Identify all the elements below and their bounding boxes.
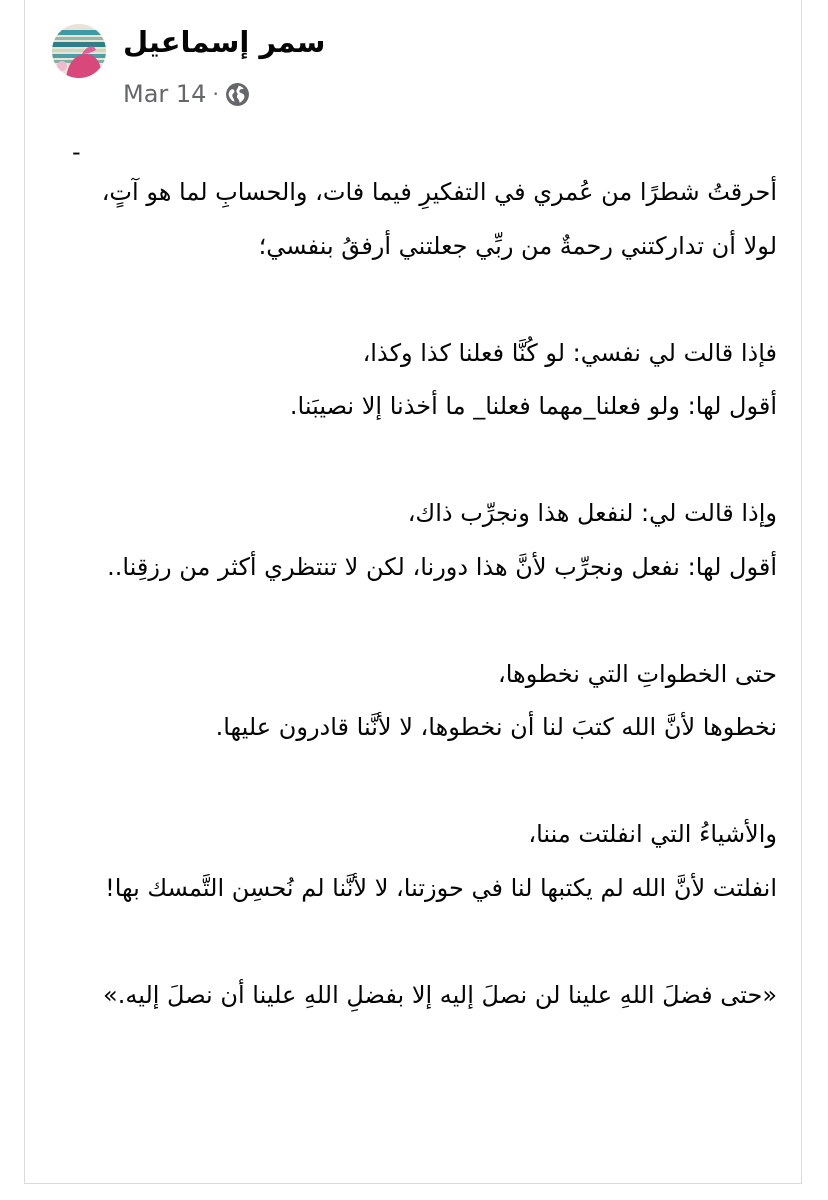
paragraph-line: انفلتت لأنَّ الله لم يكتبها لنا في حوزتنا، لا لأنَّنا لم نُحسِن التَّمسك بها!	[105, 873, 777, 902]
avatar-image	[52, 24, 106, 78]
globe-icon[interactable]	[225, 82, 250, 107]
paragraph-2	[51, 327, 777, 434]
post-card	[24, 0, 802, 1184]
post-dash: -	[72, 138, 81, 166]
paragraph-line: وإذا قالت لي: لنفعل هذا ونجرِّب ذاك،	[407, 499, 777, 527]
paragraph-3	[51, 487, 777, 594]
paragraph-line: فإذا قالت لي نفسي: لو كُنَّا فعلنا كذا وكذا،	[362, 338, 777, 367]
paragraph-5	[51, 808, 777, 915]
paragraph-line: حتى الخطواتِ التي نخطوها،	[498, 659, 777, 688]
post-meta	[123, 76, 250, 112]
paragraph-line: أحرقتُ شطرًا من عُمري في التفكيرِ فيما فات، والحسابِ لما هو آتٍ،	[101, 178, 777, 206]
paragraph-line: لولا أن تداركتني رحمةٌ من ربِّي جعلتني أرفقُ بنفسي؛	[258, 231, 777, 260]
paragraph-line: أقول لها: ولو فعلنا_مهما فعلنا_ ما أخذنا إلا نصيبَنا.	[289, 392, 777, 420]
paragraph-line: والأشياءُ التي انفلتت مننا،	[528, 820, 777, 848]
paragraph-6	[51, 969, 777, 1023]
post-body	[51, 166, 777, 1022]
author-name[interactable]: سمر إسماعيل	[123, 25, 326, 59]
paragraph-line: «حتى فضلَ اللهِ علينا لن نصلَ إليه إلا بفضلِ اللهِ علينا أن نصلَ إليه.»	[103, 980, 777, 1009]
paragraph-4	[51, 648, 777, 755]
paragraph-line: نخطوها لأنَّ الله كتبَ لنا أن نخطوها، لا لأنَّنا قادرون عليها.	[215, 713, 777, 741]
avatar[interactable]	[52, 24, 106, 78]
paragraph-line: أقول لها: نفعل ونجرِّب لأنَّ هذا دورنا، لكن لا تنتظري أكثر من رزقِنا..	[107, 552, 777, 581]
meta-separator: ·	[212, 82, 219, 106]
paragraph-1	[51, 166, 777, 273]
post-date[interactable]: Mar 14	[123, 80, 207, 108]
